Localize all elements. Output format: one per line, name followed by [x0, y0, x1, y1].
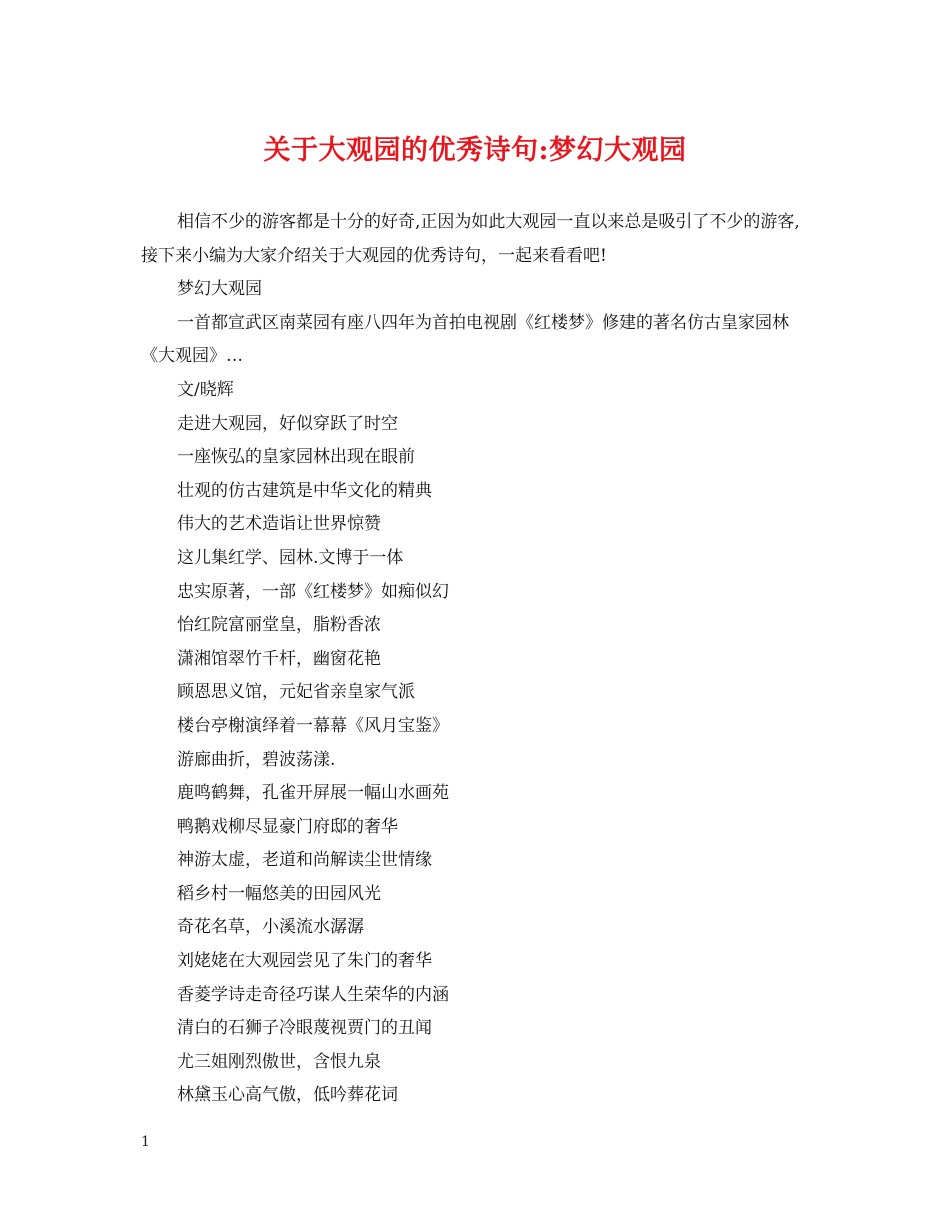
poem-line: 楼台亭榭演绎着一幕幕《风月宝鉴》	[177, 715, 449, 736]
poem-line: 鹿鸣鹤舞，孔雀开屏展一幅山水画苑	[177, 783, 449, 804]
poem-lines	[141, 408, 813, 1113]
poem-line: 走进大观园，好似穿跃了时空	[177, 413, 398, 434]
document-body	[141, 206, 813, 1113]
page-number: 1	[141, 1134, 150, 1150]
intro-paragraph: 相信不少的游客都是十分的好奇,正因为如此大观园一直以来总是吸引了不少的游客,接下来小编为大家介绍关于大观园的优秀诗句，一起来看看吧!	[141, 212, 800, 266]
description-paragraph: 一首都宣武区南菜园有座八四年为首拍电视剧《红楼梦》修建的著名仿古皇家园林《大观园》…	[141, 312, 789, 367]
author-line: 文/晓辉	[177, 379, 234, 400]
poem-line: 神游太虚，老道和尚解读尘世情缘	[177, 850, 432, 871]
poem-line: 香菱学诗走奇径巧谋人生荣华的内涵	[177, 984, 449, 1005]
poem-line: 壮观的仿古建筑是中华文化的精典	[177, 480, 432, 501]
poem-line: 怡红院富丽堂皇，脂粉香浓	[177, 615, 381, 636]
poem-line: 刘姥姥在大观园尝见了朱门的奢华	[177, 951, 432, 972]
poem-line: 奇花名草，小溪流水潺潺	[177, 917, 364, 938]
poem-line: 鸭鹅戏柳尽显豪门府邸的奢华	[177, 816, 398, 837]
poem-title: 梦幻大观园	[177, 279, 262, 300]
poem-line: 忠实原著，一部《红楼梦》如痴似幻	[177, 581, 449, 602]
poem-line: 潇湘馆翠竹千杆，幽窗花艳	[177, 648, 381, 669]
poem-line: 顾恩思义馆，元妃省亲皇家气派	[177, 682, 415, 703]
document-title: 关于大观园的优秀诗句:梦幻大观园	[263, 135, 687, 166]
poem-line: 林黛玉心高气傲，低吟葬花词	[177, 1085, 398, 1106]
poem-line: 稻乡村一幅悠美的田园风光	[177, 883, 381, 904]
poem-line: 游廊曲折，碧波荡漾.	[177, 749, 336, 770]
poem-line: 伟大的艺术造诣让世界惊赞	[177, 514, 381, 535]
poem-line: 尤三姐刚烈傲世，含恨九泉	[177, 1051, 381, 1072]
poem-line: 一座恢弘的皇家园林出现在眼前	[177, 447, 415, 468]
poem-line: 这儿集红学、园林.文博于一体	[177, 547, 404, 568]
poem-line: 清白的石狮子冷眼蔑视贾门的丑闻	[177, 1018, 432, 1039]
